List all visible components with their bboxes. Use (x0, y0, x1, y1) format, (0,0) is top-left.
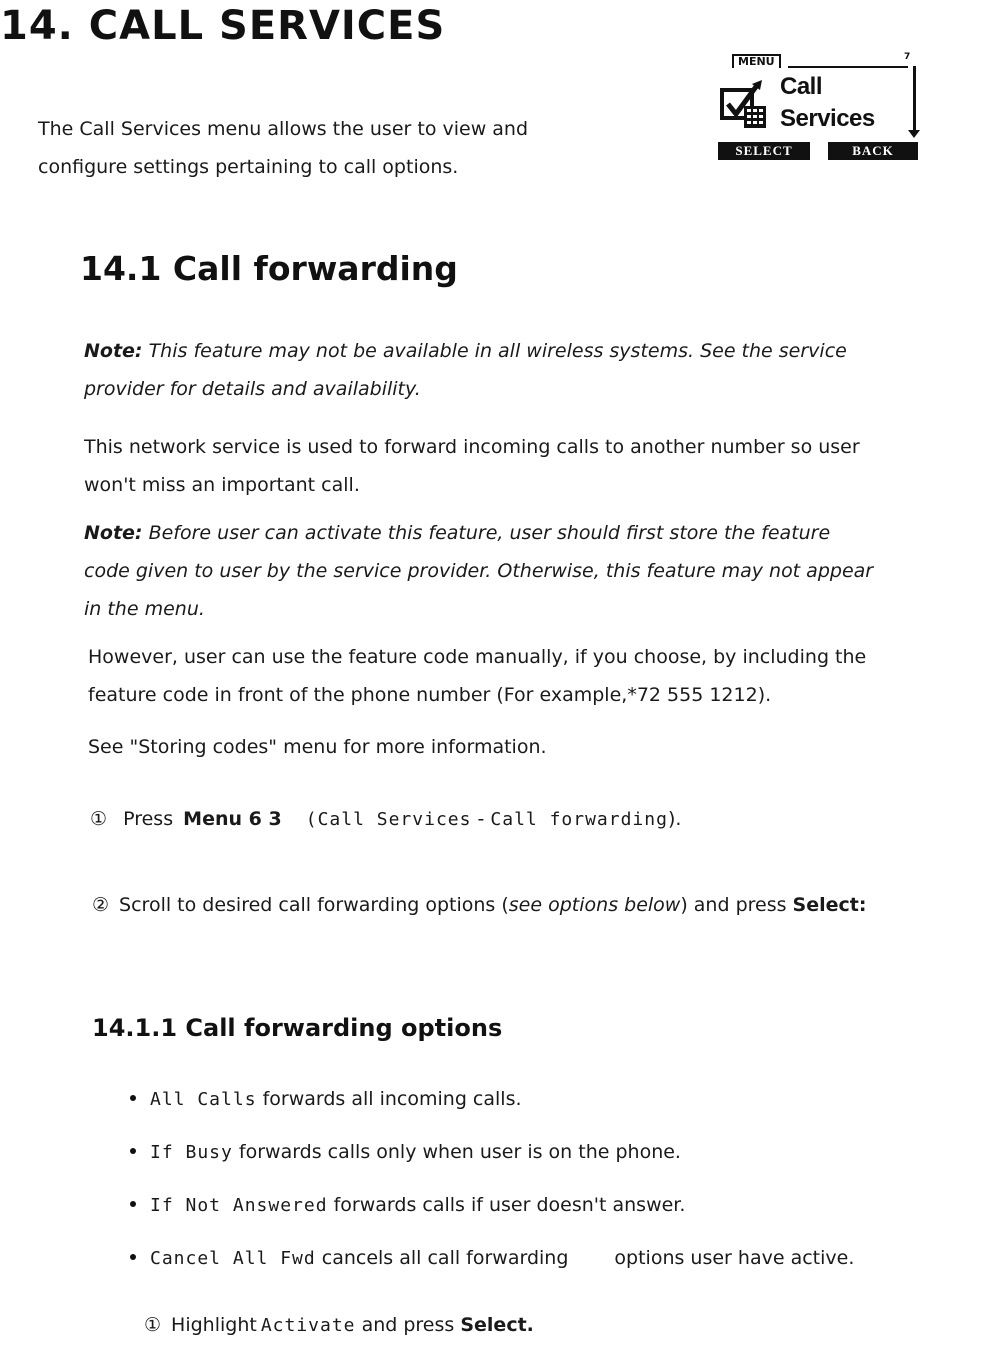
paragraph-manual-code (88, 638, 988, 714)
paragraph-line-1: This network service is used to forward incoming calls to another number so user (84, 436, 860, 458)
page-title (0, 3, 446, 49)
list-item (130, 1239, 990, 1292)
step-2-text-b: ) and press (680, 894, 793, 916)
phone-item-label-line-2: Services (780, 105, 875, 132)
paragraph-storing-codes: See "Storing codes" menu for more information. (88, 736, 547, 758)
note-feature-code (84, 514, 989, 628)
step-highlight-activate (144, 1306, 984, 1345)
paragraph-line-2: won't miss an important call. (84, 474, 360, 496)
step-3-marker: ① (144, 1314, 162, 1336)
subsection-title: Call forwarding options (185, 1014, 503, 1042)
bullet-icon (130, 1201, 136, 1207)
phone-scroll-down-arrow-icon (908, 130, 920, 138)
option-description: forwards calls if user doesn't answer. (327, 1194, 686, 1216)
option-code: Cancel All Fwd (150, 1248, 316, 1269)
phone-menu-label: MENU (732, 54, 781, 68)
note-line-2: provider for details and availability. (84, 378, 421, 400)
option-code: If Busy (150, 1142, 233, 1163)
phone-item-label-line-1: Call (780, 73, 823, 100)
list-item (130, 1186, 990, 1239)
checkbox-calculator-icon (718, 78, 778, 134)
step-1-separator: - (471, 808, 491, 830)
paragraph-line-2: feature code in front of the phone number (For example,*72 555 1212). (88, 684, 772, 706)
step-1-path-b: Call forwarding (490, 809, 668, 830)
step-1-tail: ). (667, 808, 682, 830)
option-description: cancels all call forwarding (315, 1247, 569, 1269)
option-code: All Calls (150, 1089, 257, 1110)
option-description: forwards calls only when user is on the phone. (232, 1141, 681, 1163)
phone-scrollbar (913, 66, 916, 134)
subsection-heading (92, 1016, 502, 1040)
page-title-number: 14. (0, 3, 74, 49)
note-line-2: code given to user by the service provider. Otherwise, this feature may not appear (84, 560, 874, 582)
paragraph-line-1: However, user can use the feature code manually, if you choose, by including the (88, 646, 867, 668)
option-code: If Not Answered (150, 1195, 328, 1216)
step-2-see: see (508, 894, 549, 916)
intro-paragraph (38, 110, 658, 186)
step-3-highlight: Highlight (171, 1314, 257, 1336)
phone-menu-divider (788, 66, 908, 68)
phone-menu-counter: 7 (904, 52, 911, 62)
subsection-number: 14.1.1 (92, 1014, 178, 1042)
step-2-marker: ② (92, 894, 110, 916)
step-1-press: Press (123, 808, 174, 830)
step-3-text: and press (355, 1314, 461, 1336)
intro-line-2: configure settings pertaining to call options. (38, 156, 459, 178)
step-1-keys: Menu 6 3 (183, 808, 282, 830)
step-3-code: Activate (260, 1315, 356, 1336)
section-heading (80, 249, 458, 288)
bullet-icon (130, 1095, 136, 1101)
step-3-select: Select. (460, 1314, 534, 1336)
step-1-marker: ① (90, 808, 108, 830)
note-availability (84, 332, 984, 408)
note-label: Note: (84, 340, 143, 362)
option-description-tail: options user have active. (614, 1247, 855, 1269)
note-line-3: in the menu. (84, 598, 205, 620)
options-list (130, 1080, 990, 1292)
option-description: forwards all incoming calls. (256, 1088, 522, 1110)
step-2-options-below: options below (548, 894, 681, 916)
step-1-path-a: (Call Services (305, 809, 472, 830)
note-line-1: This feature may not be available in all wireless systems. See the service (148, 340, 847, 362)
intro-line-1: The Call Services menu allows the user to view and (38, 118, 529, 140)
step-press-menu (90, 800, 990, 839)
section-title: Call forwarding (172, 249, 458, 288)
page-title-text: CALL SERVICES (88, 3, 446, 49)
phone-menu-screen (718, 52, 920, 164)
list-item (130, 1080, 990, 1133)
step-2-text-a: Scroll to desired call forwarding options ( (119, 894, 509, 916)
phone-select-softkey[interactable]: SELECT (718, 142, 810, 160)
bullet-icon (130, 1148, 136, 1154)
phone-back-softkey[interactable]: BACK (828, 142, 918, 160)
note-label: Note: (84, 522, 143, 544)
list-item (130, 1133, 990, 1186)
step-2-select: Select: (792, 894, 867, 916)
step-scroll-options (92, 886, 992, 924)
paragraph-network-service (84, 428, 984, 504)
bullet-icon (130, 1254, 136, 1260)
note-line-1: Before user can activate this feature, user should first store the feature (148, 522, 831, 544)
section-number: 14.1 (80, 249, 162, 288)
